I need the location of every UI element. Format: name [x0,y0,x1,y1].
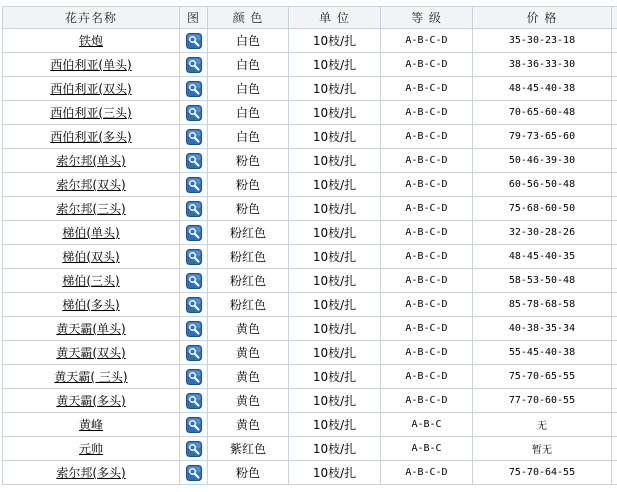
magnifier-icon[interactable] [186,465,202,481]
icon-cell [180,221,208,245]
icon-cell [180,53,208,77]
icon-cell [180,413,208,437]
magnifier-icon[interactable] [186,81,202,97]
price-cell: 75-68-60-50 [473,197,612,221]
spacer-cell [612,389,617,413]
grade-cell: A-B-C [381,437,473,461]
magnifier-icon[interactable] [186,273,202,289]
price-cell: 48-45-40-35 [473,245,612,269]
grade-cell: A-B-C-D [381,125,473,149]
table-row [3,221,617,245]
unit-cell: 10枝/扎 [289,149,381,173]
price-cell: 38-36-33-30 [473,53,612,77]
unit-cell: 10枝/扎 [289,437,381,461]
magnifier-icon[interactable] [186,225,202,241]
spacer-cell [612,29,617,53]
table-row [3,53,617,77]
color-cell: 粉红色 [208,293,289,317]
icon-cell [180,389,208,413]
icon-cell [180,125,208,149]
header-spacer [612,7,617,29]
table-row [3,173,617,197]
price-cell: 75-70-64-55 [473,461,612,485]
spacer-cell [612,341,617,365]
unit-cell: 10枝/扎 [289,125,381,149]
grade-cell: A-B-C-D [381,149,473,173]
color-cell: 紫红色 [208,437,289,461]
table-row [3,77,617,101]
flower-name-link[interactable]: 黄峰 [78,418,103,432]
name-cell [3,461,180,485]
magnifier-icon[interactable] [186,417,202,433]
grade-cell: A-B-C-D [381,245,473,269]
name-cell [3,365,180,389]
price-cell: 无 [473,413,612,437]
unit-cell: 10枝/扎 [289,77,381,101]
grade-cell: A-B-C-D [381,341,473,365]
magnifier-icon[interactable] [186,441,202,457]
icon-cell [180,341,208,365]
flower-name-link[interactable]: 西伯利亚(单头) [50,58,132,72]
grade-cell: A-B-C-D [381,221,473,245]
icon-cell [180,245,208,269]
color-cell: 粉红色 [208,269,289,293]
table-row [3,317,617,341]
flower-name-link[interactable]: 梯伯(多头) [62,298,120,312]
name-cell [3,389,180,413]
color-cell: 粉色 [208,173,289,197]
color-cell: 黄色 [208,413,289,437]
color-cell: 黄色 [208,317,289,341]
flower-name-link[interactable]: 索尔邦(三头) [56,202,126,216]
grade-cell: A-B-C-D [381,317,473,341]
table-row [3,293,617,317]
magnifier-icon[interactable] [186,177,202,193]
magnifier-icon[interactable] [186,321,202,337]
spacer-cell [612,53,617,77]
grade-cell: A-B-C-D [381,389,473,413]
spacer-cell [612,221,617,245]
magnifier-icon[interactable] [186,201,202,217]
color-cell: 粉色 [208,197,289,221]
spacer-cell [612,413,617,437]
table-row [3,245,617,269]
flower-name-link[interactable]: 梯伯(三头) [62,274,120,288]
unit-cell: 10枝/扎 [289,197,381,221]
magnifier-icon[interactable] [186,105,202,121]
spacer-cell [612,365,617,389]
price-cell: 70-65-60-48 [473,101,612,125]
price-cell: 暂无 [473,437,612,461]
flower-name-link[interactable]: 梯伯(双头) [62,250,120,264]
flower-name-link[interactable]: 元帅 [78,442,103,456]
header-name: 花卉名称 [3,7,180,29]
spacer-cell [612,245,617,269]
flower-price-table [2,6,617,485]
flower-name-link[interactable]: 黄天霸(单头) [56,322,126,336]
flower-name-link[interactable]: 黄天霸(双头) [56,346,126,360]
table-row [3,461,617,485]
grade-cell: A-B-C-D [381,461,473,485]
unit-cell: 10枝/扎 [289,173,381,197]
icon-cell [180,317,208,341]
name-cell [3,245,180,269]
flower-name-link[interactable]: 西伯利亚(多头) [50,130,132,144]
unit-cell: 10枝/扎 [289,461,381,485]
flower-name-link[interactable]: 西伯利亚(双头) [50,82,132,96]
name-cell [3,269,180,293]
magnifier-icon[interactable] [186,153,202,169]
table-row [3,125,617,149]
magnifier-icon[interactable] [186,393,202,409]
grade-cell: A-B-C-D [381,77,473,101]
name-cell [3,29,180,53]
price-cell: 48-45-40-38 [473,77,612,101]
unit-cell: 10枝/扎 [289,245,381,269]
flower-name-link[interactable]: 铁炮 [78,34,103,48]
header-icon: 图 [180,7,208,29]
grade-cell: A-B-C [381,413,473,437]
spacer-cell [612,173,617,197]
grade-cell: A-B-C-D [381,293,473,317]
grade-cell: A-B-C-D [381,269,473,293]
color-cell: 粉红色 [208,221,289,245]
icon-cell [180,29,208,53]
unit-cell: 10枝/扎 [289,413,381,437]
flower-name-link[interactable]: 索尔邦(单头) [56,154,126,168]
color-cell: 白色 [208,101,289,125]
magnifier-icon[interactable] [186,345,202,361]
name-cell [3,125,180,149]
spacer-cell [612,197,617,221]
magnifier-icon[interactable] [186,129,202,145]
spacer-cell [612,269,617,293]
unit-cell: 10枝/扎 [289,29,381,53]
name-cell [3,149,180,173]
icon-cell [180,77,208,101]
name-cell [3,77,180,101]
unit-cell: 10枝/扎 [289,101,381,125]
table-header [3,7,617,29]
table-row [3,413,617,437]
name-cell [3,341,180,365]
magnifier-icon[interactable] [186,297,202,313]
magnifier-icon[interactable] [186,57,202,73]
price-cell: 35-30-23-18 [473,29,612,53]
grade-cell: A-B-C-D [381,29,473,53]
icon-cell [180,197,208,221]
unit-cell: 10枝/扎 [289,53,381,77]
price-cell: 75-70-65-55 [473,365,612,389]
table-row [3,197,617,221]
table-row [3,437,617,461]
color-cell: 白色 [208,125,289,149]
color-cell: 白色 [208,29,289,53]
table-row [3,389,617,413]
color-cell: 粉红色 [208,245,289,269]
name-cell [3,53,180,77]
spacer-cell [612,149,617,173]
header-grade: 等 级 [381,7,473,29]
flower-name-link[interactable]: 西伯利亚(三头) [50,106,132,120]
table-row [3,149,617,173]
grade-cell: A-B-C-D [381,365,473,389]
price-cell: 32-30-28-26 [473,221,612,245]
price-cell: 40-38-35-34 [473,317,612,341]
name-cell [3,101,180,125]
spacer-cell [612,293,617,317]
unit-cell: 10枝/扎 [289,293,381,317]
table-row [3,101,617,125]
name-cell [3,197,180,221]
spacer-cell [612,101,617,125]
price-cell: 50-46-39-30 [473,149,612,173]
color-cell: 黄色 [208,389,289,413]
grade-cell: A-B-C-D [381,173,473,197]
spacer-cell [612,77,617,101]
icon-cell [180,173,208,197]
color-cell: 白色 [208,53,289,77]
name-cell [3,221,180,245]
flower-name-link[interactable]: 黄天霸( 三头) [54,370,128,384]
color-cell: 白色 [208,77,289,101]
header-price: 价 格 [473,7,612,29]
grade-cell: A-B-C-D [381,101,473,125]
name-cell [3,173,180,197]
grade-cell: A-B-C-D [381,197,473,221]
spacer-cell [612,317,617,341]
color-cell: 粉色 [208,149,289,173]
unit-cell: 10枝/扎 [289,221,381,245]
table-row [3,365,617,389]
table-row [3,341,617,365]
unit-cell: 10枝/扎 [289,341,381,365]
unit-cell: 10枝/扎 [289,389,381,413]
color-cell: 黄色 [208,341,289,365]
flower-name-link[interactable]: 索尔邦(多头) [56,466,126,480]
spacer-cell [612,461,617,485]
price-cell: 58-53-50-48 [473,269,612,293]
header-row [3,7,617,29]
magnifier-icon[interactable] [186,33,202,49]
icon-cell [180,437,208,461]
table-row [3,29,617,53]
price-cell: 85-78-68-58 [473,293,612,317]
icon-cell [180,365,208,389]
name-cell [3,293,180,317]
color-cell: 粉色 [208,461,289,485]
flower-name-link[interactable]: 梯伯(单头) [62,226,120,240]
icon-cell [180,101,208,125]
price-cell: 55-45-40-38 [473,341,612,365]
table-body [3,29,617,485]
spacer-cell [612,125,617,149]
spacer-cell [612,437,617,461]
unit-cell: 10枝/扎 [289,365,381,389]
unit-cell: 10枝/扎 [289,317,381,341]
magnifier-icon[interactable] [186,249,202,265]
icon-cell [180,461,208,485]
magnifier-icon[interactable] [186,369,202,385]
color-cell: 黄色 [208,365,289,389]
header-unit: 单 位 [289,7,381,29]
flower-name-link[interactable]: 黄天霸(多头) [56,394,126,408]
header-color: 颜 色 [208,7,289,29]
table-row [3,269,617,293]
name-cell [3,317,180,341]
price-cell: 60-56-50-48 [473,173,612,197]
price-cell: 77-70-60-55 [473,389,612,413]
icon-cell [180,269,208,293]
grade-cell: A-B-C-D [381,53,473,77]
name-cell [3,437,180,461]
flower-name-link[interactable]: 索尔邦(双头) [56,178,126,192]
name-cell [3,413,180,437]
icon-cell [180,149,208,173]
unit-cell: 10枝/扎 [289,269,381,293]
icon-cell [180,293,208,317]
price-cell: 79-73-65-60 [473,125,612,149]
